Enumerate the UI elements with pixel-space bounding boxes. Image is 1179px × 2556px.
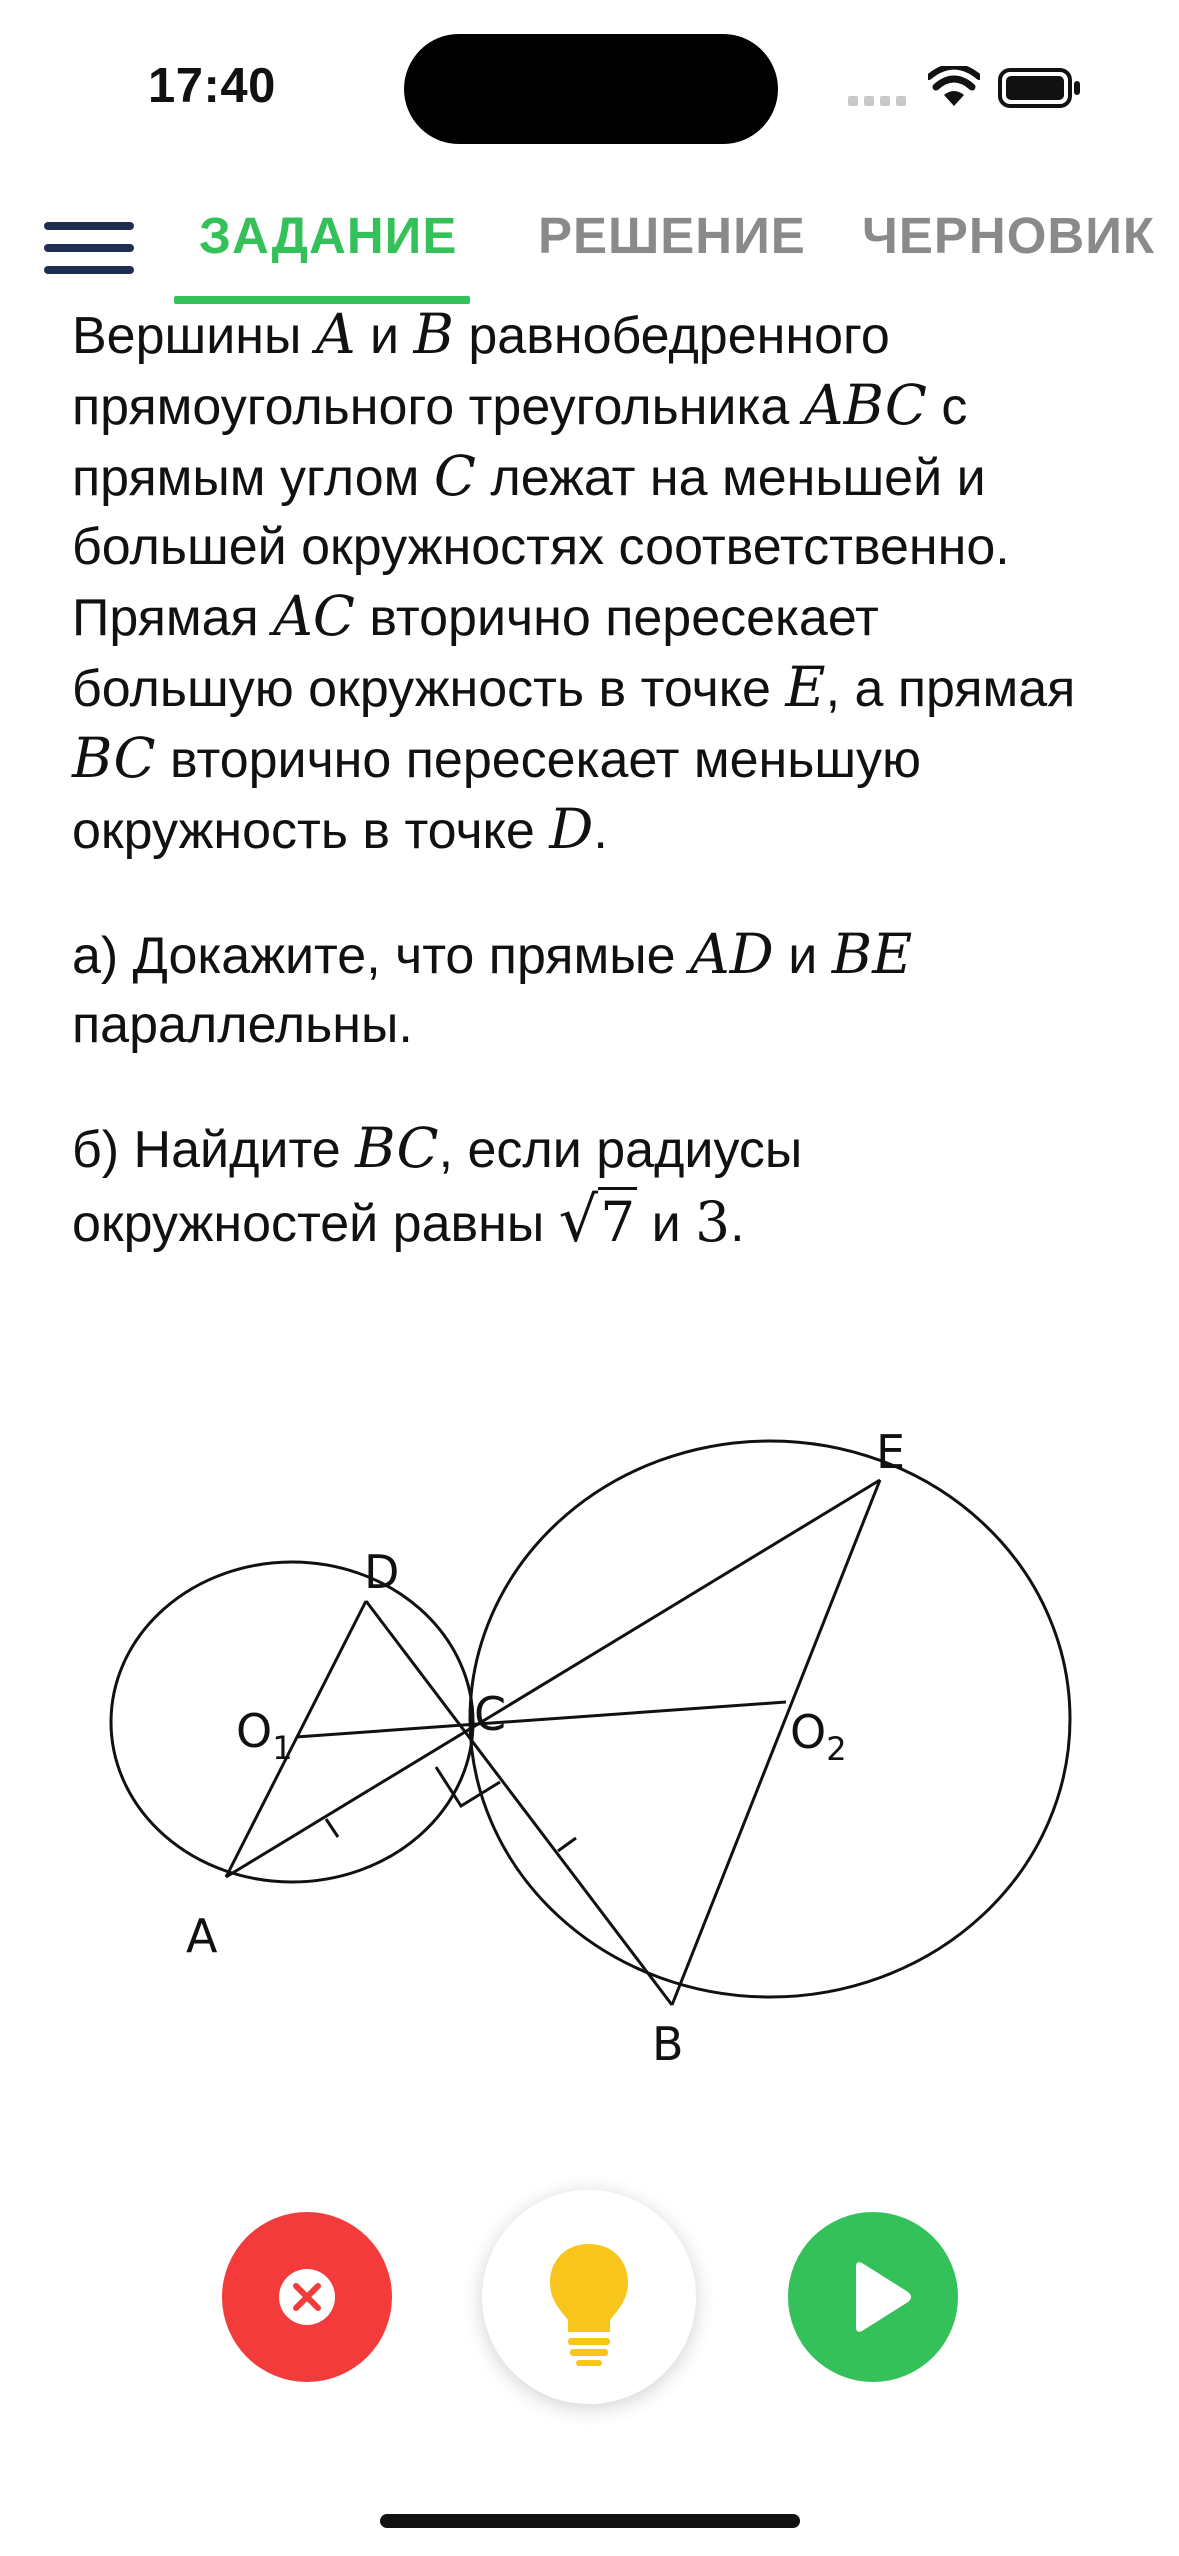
problem-statement [72,300,1112,1313]
dynamic-island [404,34,778,144]
tab-draft[interactable]: ЧЕРНОВИК [862,207,1155,264]
label-O1: $O_1$ [236,1704,293,1767]
label-D: D [364,1545,400,1599]
lightbulb-icon [482,2190,696,2404]
menu-icon[interactable] [44,222,136,278]
status-time: 17:40 [148,59,276,113]
segment-DB [366,1601,672,2005]
label-E: E [876,1425,906,1479]
tick-AC [326,1819,338,1837]
small-circle [111,1562,473,1882]
home-indicator [380,2514,800,2528]
segment-O1O2 [296,1702,786,1737]
tick-CB [558,1838,576,1851]
problem-intro: Вершины A и B равнобедренного прямоугольного треугольника ABC с прямым углом C лежат на меньшей и большей окружностях соответственно. Прямая AC вторично пересекает большую окружность в точке E, а прямая BC вторично пересекает меньшую окружность в точке D. [72,302,1076,861]
problem-part-a: а) Докажите, что прямые AD и BE параллельны. [72,922,913,1054]
next-button[interactable] [788,2212,958,2382]
right-angle-mark [436,1767,500,1806]
tab-task[interactable]: ЗАДАНИЕ [199,207,458,264]
label-A: A [186,1909,218,1963]
cellular-signal-icon [848,96,908,106]
sqrt-symbol: √ [558,1183,599,1256]
geometry-diagram [0,1380,1179,2080]
play-icon [788,2212,958,2382]
wifi-icon [928,66,980,110]
hint-button[interactable] [482,2190,696,2404]
problem-part-b: б) Найдите BC, если радиусы окружностей равны √7 и 3. [72,1116,803,1256]
label-C: C [474,1687,507,1741]
segment-BE [672,1480,880,2005]
segment-AE [226,1480,880,1877]
close-icon [222,2212,392,2382]
battery-icon [998,68,1082,108]
tab-solution[interactable]: РЕШЕНИЕ [538,207,806,264]
wrong-button[interactable] [222,2212,392,2382]
label-B: B [652,2017,684,2071]
label-O2: $O_2$ [790,1705,847,1768]
